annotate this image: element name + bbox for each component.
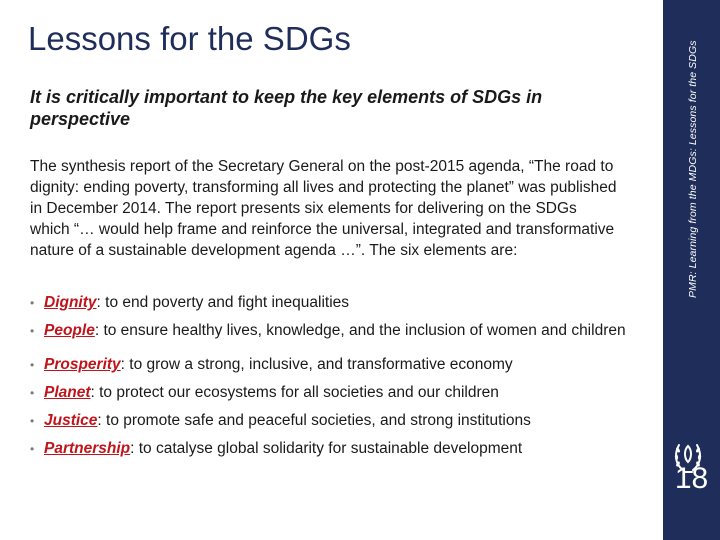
- list-item: [30, 355, 630, 375]
- subtitle: It is critically important to keep the key elements of SDGs in perspective: [30, 87, 543, 129]
- element-desc: : to protect our ecosystems for all societies and our children: [90, 384, 499, 401]
- element-desc: : to promote safe and peaceful societies, and strong institutions: [97, 412, 531, 429]
- body-paragraph: The synthesis report of the Secretary General on the post-2015 agenda, “The road to dignity: ending poverty, transforming all lives and protecting the planet” was published in December 2014. The report presents six elements for delivering on the SDGs which “… would help frame and reinforce the universal, integrated and transformative nature of a sustainable development agenda …”. The six elements are:: [30, 158, 617, 259]
- elements-list: [30, 293, 630, 467]
- element-key: Dignity: [44, 294, 97, 311]
- bullet-dot: •: [30, 442, 35, 456]
- element-desc: : to end poverty and fight inequalities: [96, 294, 350, 311]
- element-key: Planet: [44, 384, 91, 401]
- list-item: [30, 293, 630, 313]
- slide-number: 18: [674, 462, 709, 495]
- list-item: [30, 411, 630, 431]
- element-desc: : to ensure healthy lives, knowledge, and the inclusion of women and children: [94, 322, 626, 339]
- list-item: [30, 383, 630, 403]
- sidebar-caption: PMR: Learning from the MDGs: Lessons for the SDGs: [687, 40, 699, 298]
- bullet-dot: •: [30, 324, 35, 338]
- element-key: Prosperity: [44, 356, 121, 373]
- bullet-dot: •: [30, 358, 35, 372]
- slide-title: Lessons for the SDGs: [28, 20, 351, 57]
- element-desc: : to grow a strong, inclusive, and transformative economy: [120, 356, 513, 373]
- element-desc: : to catalyse global solidarity for sustainable development: [130, 440, 523, 457]
- list-item: [30, 321, 630, 341]
- bullet-dot: •: [30, 386, 35, 400]
- bullet-dot: •: [30, 414, 35, 428]
- element-key: Justice: [44, 412, 98, 429]
- bullet-dot: •: [30, 296, 35, 310]
- element-key: People: [44, 322, 95, 339]
- element-key: Partnership: [44, 440, 131, 457]
- list-item: [30, 439, 630, 459]
